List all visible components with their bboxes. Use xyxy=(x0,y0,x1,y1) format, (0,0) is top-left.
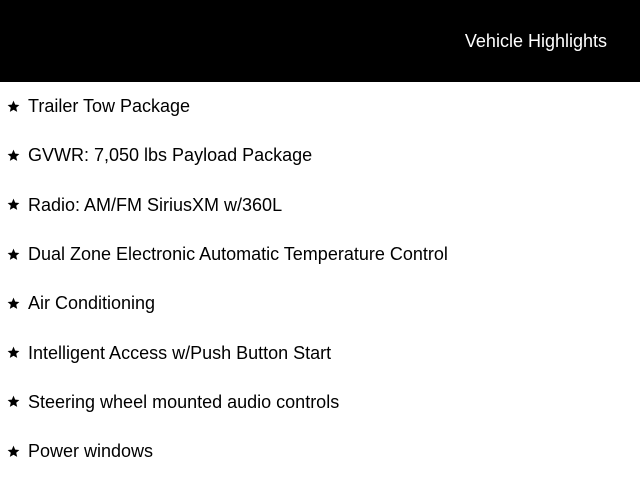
list-item xyxy=(0,328,640,377)
list-item xyxy=(0,82,640,131)
star-icon xyxy=(7,247,20,260)
star-icon xyxy=(7,395,20,408)
star-icon xyxy=(7,297,20,310)
highlight-label: GVWR: 7,050 lbs Payload Package xyxy=(28,145,313,166)
star-icon xyxy=(7,149,20,162)
highlight-label: Steering wheel mounted audio controls xyxy=(28,391,340,412)
header-bar xyxy=(0,0,640,82)
list-item xyxy=(0,131,640,180)
highlight-label: Radio: AM/FM SiriusXM w/360L xyxy=(28,194,283,215)
star-icon xyxy=(7,346,20,359)
highlight-label: Air Conditioning xyxy=(28,293,156,314)
star-icon xyxy=(7,198,20,211)
header-title: Vehicle Highlights xyxy=(464,31,607,51)
star-icon xyxy=(7,445,20,458)
star-icon xyxy=(7,99,20,112)
list-item xyxy=(0,279,640,328)
list-item xyxy=(0,427,640,476)
highlight-label: Trailer Tow Package xyxy=(28,96,191,117)
list-item xyxy=(0,230,640,279)
highlight-label: Intelligent Access w/Push Button Start xyxy=(28,342,332,363)
highlight-label: Dual Zone Electronic Automatic Temperature Control xyxy=(28,244,448,265)
list-item xyxy=(0,181,640,230)
highlight-label: Power windows xyxy=(28,441,154,462)
vehicle-highlights-list xyxy=(0,82,640,476)
list-item xyxy=(0,378,640,427)
